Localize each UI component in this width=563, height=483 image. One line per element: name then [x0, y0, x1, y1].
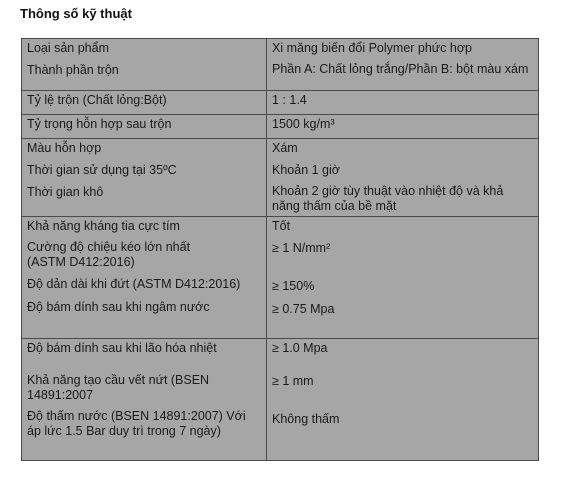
spec-table [21, 38, 539, 461]
table-row [22, 217, 539, 339]
spec-value-cell [267, 115, 539, 139]
table-row [22, 91, 539, 115]
spec-value: Khoản 1 giờ [272, 163, 340, 177]
spec-value: Phần A: Chất lỏng trắng/Phần B: bột màu xám [272, 62, 529, 76]
table-row [22, 339, 539, 461]
spec-label: Khả năng kháng tia cực tím [27, 219, 180, 233]
spec-value: ≥ 1 N/mm² [272, 241, 331, 255]
spec-value: Xi măng biến đổi Polymer phức hợp [272, 41, 472, 55]
spec-label: Độ bám dính sau khi ngâm nước [27, 300, 210, 314]
spec-value-cell [267, 91, 539, 115]
spec-value: ≥ 150% [272, 279, 315, 293]
spec-value: ≥ 0.75 Mpa [272, 302, 335, 316]
spec-label: Tỷ trọng hỗn hợp sau trộn [27, 117, 172, 131]
spec-value: Xám [272, 141, 298, 155]
spec-label: Khả năng tạo cầu vết nứt (BSEN 14891:2007 [27, 373, 210, 402]
spec-value: ≥ 1.0 Mpa [272, 341, 328, 355]
spec-value-cell [267, 139, 539, 217]
spec-label-cell [22, 91, 267, 115]
spec-label: Cường độ chiệu kéo lớn nhất (ASTM D412:2016) [27, 240, 191, 269]
section-heading: Thông số kỹ thuật [20, 6, 132, 21]
spec-label: Độ thấm nước (BSEN 14891:2007) Với áp lức 1.5 Bar duy trì trong 7 ngày) [27, 409, 246, 438]
spec-label-cell [22, 217, 267, 339]
spec-label: Tỷ lệ trộn (Chất lỏng:Bột) [27, 93, 167, 107]
spec-value: 1 : 1.4 [272, 93, 307, 107]
spec-value-cell [267, 339, 539, 461]
spec-label-cell [22, 39, 267, 91]
spec-label: Thời gian khô [27, 185, 104, 199]
table-row [22, 115, 539, 139]
spec-value: 1500 kg/m³ [272, 117, 335, 131]
spec-value-cell [267, 39, 539, 91]
spec-label-cell [22, 115, 267, 139]
spec-value: Tốt [272, 219, 291, 233]
table-row [22, 139, 539, 217]
spec-label: Thời gian sử dụng tại 35ºC [27, 163, 177, 177]
spec-label-cell [22, 339, 267, 461]
spec-label: Thành phần trộn [27, 63, 119, 77]
spec-value: Khoản 2 giờ tùy thuật vào nhiệt độ và khả năng thấm của bề mặt [272, 184, 504, 213]
spec-label-cell [22, 139, 267, 217]
spec-value-cell [267, 217, 539, 339]
spec-label: Màu hỗn hợp [27, 141, 102, 155]
spec-value: Không thấm [272, 412, 340, 426]
table-row [22, 39, 539, 91]
spec-label: Độ bám dính sau khi lão hóa nhiệt [27, 341, 217, 355]
spec-value: ≥ 1 mm [272, 374, 314, 388]
spec-label: Loại sản phẩm [27, 41, 110, 55]
spec-label: Độ dản dài khi đứt (ASTM D412:2016) [27, 277, 241, 291]
